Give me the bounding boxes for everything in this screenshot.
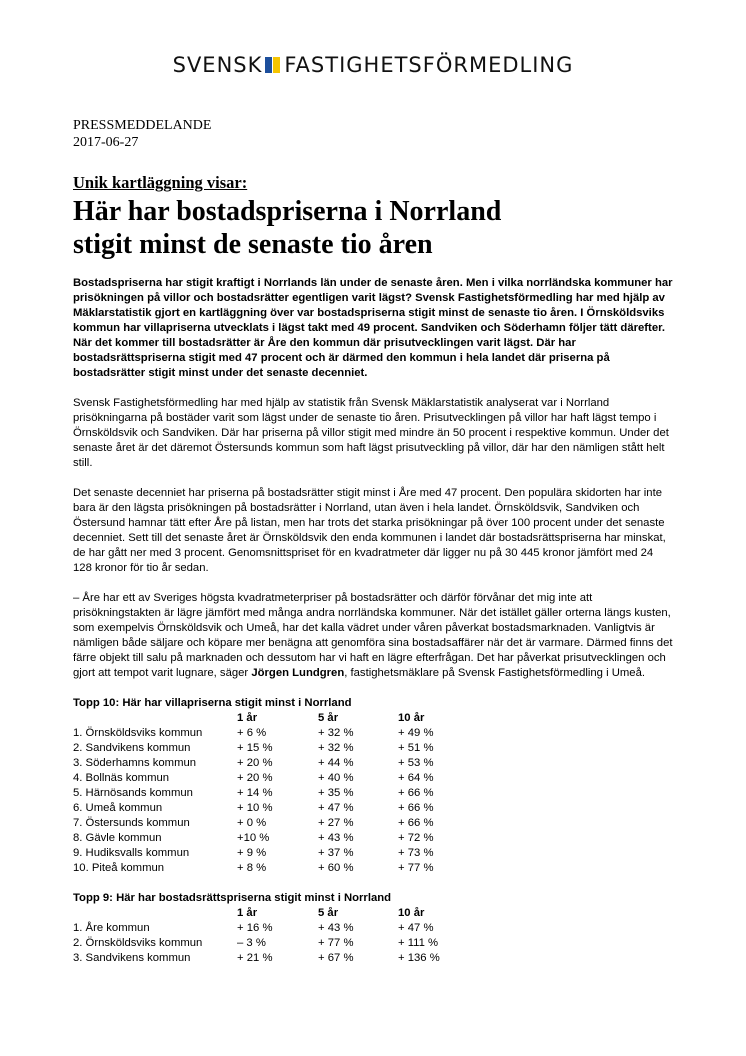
- municipality-cell: 8. Gävle kommun: [73, 832, 162, 844]
- change-cell: + 67 %: [318, 952, 354, 964]
- table-row: [73, 756, 478, 771]
- municipality-cell: 9. Hudiksvalls kommun: [73, 847, 190, 859]
- header-cell: [73, 906, 237, 921]
- table-row: [73, 801, 478, 816]
- table-row: [73, 846, 478, 861]
- municipality-cell: 3. Söderhamns kommun: [73, 757, 197, 769]
- table-bostadsratt: [73, 906, 478, 966]
- press-header: [73, 117, 211, 151]
- change-cell: + 66 %: [398, 787, 434, 799]
- logo-text-right: FASTIGHETSFÖRMEDLING: [284, 53, 574, 77]
- change-cell: +10 %: [237, 832, 270, 844]
- header-cell: 1 år: [237, 712, 258, 724]
- table-row: [73, 936, 478, 951]
- header-cell: 1 år: [237, 907, 258, 919]
- municipality-cell: 6. Umeå kommun: [73, 802, 163, 814]
- municipality-cell: 1. Örnsköldsviks kommun: [73, 727, 203, 739]
- article-body: [73, 276, 673, 981]
- table-row: [73, 741, 478, 756]
- change-cell: + 14 %: [237, 787, 273, 799]
- municipality-cell: 1. Åre kommun: [73, 922, 150, 934]
- change-cell: + 15 %: [237, 742, 273, 754]
- table-header-row: [73, 711, 478, 726]
- change-cell: + 73 %: [398, 847, 434, 859]
- table-row: [73, 951, 478, 966]
- swedish-flag-icon: [265, 54, 280, 70]
- table-header-row: [73, 906, 478, 921]
- change-cell: + 47 %: [398, 922, 434, 934]
- quote-person: Jörgen Lundgren: [251, 667, 345, 679]
- publish-date: 2017-06-27: [73, 135, 139, 150]
- municipality-cell: 2. Örnsköldsviks kommun: [73, 937, 203, 949]
- document-type: PRESSMEDDELANDE: [73, 118, 212, 133]
- change-cell: + 9 %: [237, 847, 267, 859]
- change-cell: + 20 %: [237, 772, 273, 784]
- change-cell: + 32 %: [318, 742, 354, 754]
- table-row: [73, 726, 478, 741]
- header-cell: 5 år: [318, 907, 339, 919]
- change-cell: + 49 %: [398, 727, 434, 739]
- change-cell: + 136 %: [398, 952, 440, 964]
- municipality-cell: 2. Sandvikens kommun: [73, 742, 191, 754]
- kicker: Unik kartläggning visar:: [73, 173, 248, 192]
- change-cell: + 66 %: [398, 802, 434, 814]
- change-cell: + 111 %: [398, 937, 439, 949]
- body-paragraph-1: Svensk Fastighetsförmedling har med hjälp av statistik från Svensk Mäklarstatistik analyserat var i Norrland prisökningarna på bostäder varit som lägst under de senaste tio åren. Prisutvecklingen på villor har haft lägst tempo i Örnsköldsvik och Sandviken. Där har priserna på villor stigit med mindre än 50 procent i respektive kommun. Under det senaste året är det däremot Östersunds kommun som haft lägst prisutveckling på villor, där har den nämligen stått helt still.: [73, 397, 669, 469]
- table-row: [73, 831, 478, 846]
- change-cell: + 53 %: [398, 757, 434, 769]
- municipality-cell: 4. Bollnäs kommun: [73, 772, 170, 784]
- change-cell: + 8 %: [237, 862, 267, 874]
- change-cell: + 44 %: [318, 757, 354, 769]
- header-cell: 10 år: [398, 907, 425, 919]
- table-row: [73, 921, 478, 936]
- change-cell: + 40 %: [318, 772, 354, 784]
- change-cell: + 77 %: [318, 937, 354, 949]
- table-bostadsratt-title: Topp 9: Här har bostadsrättspriserna stigit minst i Norrland: [73, 892, 392, 904]
- table-villa-title: Topp 10: Här har villapriserna stigit minst i Norrland: [73, 697, 352, 709]
- change-cell: + 6 %: [237, 727, 267, 739]
- table-row: [73, 771, 478, 786]
- quote-end: , fastighetsmäklare på Svensk Fastighetsförmedling i Umeå.: [344, 667, 645, 679]
- body-paragraph-2: Det senaste decenniet har priserna på bostadsrätter stigit minst i Åre med 47 procent. Den populära skidorten har inte bara är den lägsta prisökningen på bostadsrätter i Norrland, utan även i hela landet. Örnsköldsvik, Sandviken och Östersund hamnar tätt efter Åre på listan, men har trots det starka prisökningar på över 100 procent under det senaste decenniet. Sett till det senaste året är Örnsköldsvik den enda kommunen i landet där bostadsrättspriserna har minskat, de har gått ner med 3 procent. Genomsnittspriset för en kvadratmeter där ligger nu på 30 445 kronor jämfört med 24 128 kronor för tio år sedan.: [73, 487, 666, 574]
- change-cell: + 10 %: [237, 802, 273, 814]
- headline-line-1: Här har bostadspriserna i Norrland: [73, 196, 502, 227]
- change-cell: + 0 %: [237, 817, 267, 829]
- change-cell: + 60 %: [318, 862, 354, 874]
- change-cell: + 20 %: [237, 757, 273, 769]
- change-cell: + 32 %: [318, 727, 354, 739]
- municipality-cell: 5. Härnösands kommun: [73, 787, 193, 799]
- change-cell: + 27 %: [318, 817, 354, 829]
- change-cell: + 64 %: [398, 772, 434, 784]
- company-logo: [0, 53, 746, 77]
- header-cell: 10 år: [398, 712, 425, 724]
- table-villa: [73, 711, 478, 876]
- change-cell: + 77 %: [398, 862, 434, 874]
- quote-paragraph: [73, 591, 673, 681]
- header-cell: 5 år: [318, 712, 339, 724]
- change-cell: + 72 %: [398, 832, 434, 844]
- table-row: [73, 816, 478, 831]
- municipality-cell: 10. Piteå kommun: [73, 862, 165, 874]
- lead-paragraph: Bostadspriserna har stigit kraftigt i Norrlands län under de senaste åren. Men i vilka norrländska kommuner har prisökningen på villor och bostadsrätter egentligen varit lägst? Svensk Fastighetsförmedling har med hjälp av Mäklarstatistik gjort en kartläggning över var bostadspriserna stigit minst de senaste tio åren. I Örnsköldsviks kommun har villapriserna utvecklats i lägst takt med 49 procent. Sandviken och Söderhamn följer tätt därefter. När det kommer till bostadsrätter är Åre den kommun där prisutvecklingen varit lägst. Där har bostadsrättspriserna stigit med 47 procent och är därmed den kommun i hela landet där priserna på bostadsrätter stigit minst under det senaste decenniet.: [73, 277, 673, 379]
- logo-text-left: SVENSK: [172, 53, 263, 77]
- change-cell: + 51 %: [398, 742, 434, 754]
- headline: [73, 195, 501, 261]
- change-cell: + 43 %: [318, 922, 354, 934]
- table-row: [73, 786, 478, 801]
- headline-line-2: stigit minst de senaste tio åren: [73, 229, 433, 260]
- header-cell: [73, 711, 237, 726]
- change-cell: + 66 %: [398, 817, 434, 829]
- change-cell: – 3 %: [237, 937, 266, 949]
- change-cell: + 43 %: [318, 832, 354, 844]
- change-cell: + 37 %: [318, 847, 354, 859]
- quote-text: – Åre har ett av Sveriges högsta kvadratmeterpriser på bostadsrätter och därför förvånar det mig inte att prisökningstakten är lägre jämfört med många andra norrländska kommuner. När det istället gäller orterna längs kusten, som exempelvis Örnsköldsvik och Umeå, har det kalla vädret under våren påverkat bostadsmarknaden. Vanligtvis är nämligen både säljare och köpare mer benägna att genomföra sina bostadsaffärer när det är varmare. Därmed finns det färre objekt till salu på marknaden och dessutom har vi haft en lägre efterfrågan. Det har påverkat prisutvecklingen och gjort att tempot varit lugnare, säger: [73, 592, 673, 679]
- table-row: [73, 861, 478, 876]
- change-cell: + 21 %: [237, 952, 273, 964]
- change-cell: + 47 %: [318, 802, 354, 814]
- municipality-cell: 7. Östersunds kommun: [73, 817, 190, 829]
- change-cell: + 35 %: [318, 787, 354, 799]
- change-cell: + 16 %: [237, 922, 273, 934]
- municipality-cell: 3. Sandvikens kommun: [73, 952, 191, 964]
